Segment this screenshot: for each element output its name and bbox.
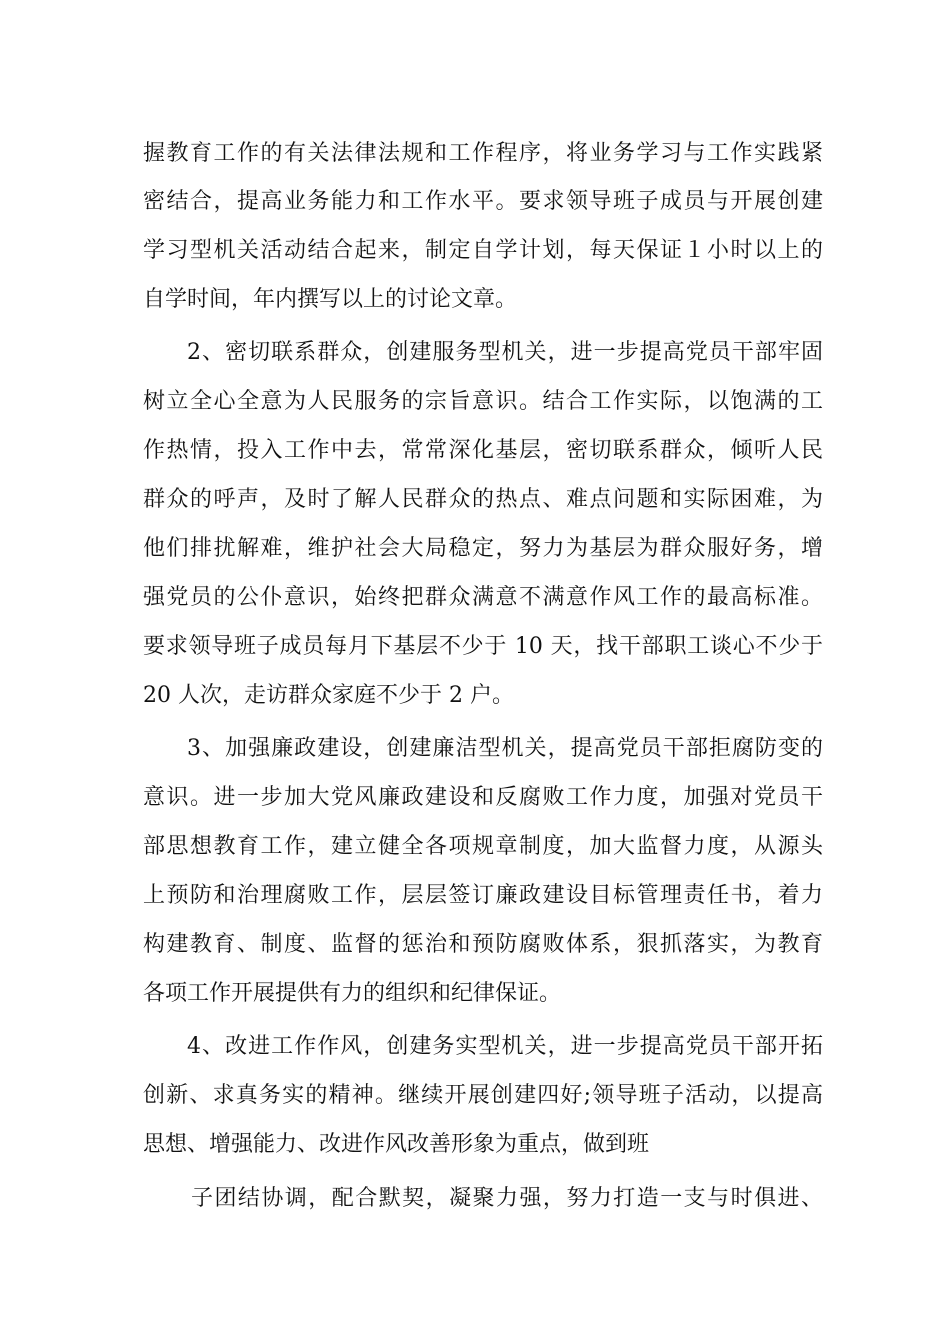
text-line: 密结合，提高业务能力和工作水平。要求领导班子成员与开展创建	[143, 189, 823, 214]
paragraph-start-line: 3、加强廉政建设，创建廉洁型机关，提高党员干部拒腐防变的	[187, 736, 823, 761]
text-line: 各项工作开展提供有力的组织和纪律保证。	[143, 981, 562, 1006]
text-line: 自学时间，年内撰写以上的讨论文章。	[143, 287, 518, 312]
text-line: 他们排扰解难，维护社会大局稳定，努力为基层为群众服好务，增	[143, 536, 823, 561]
paragraph-start-line: 子团结协调，配合默契，凝聚力强，努力打造一支与时俱进、	[191, 1186, 823, 1211]
text-line: 握教育工作的有关法律法规和工作程序，将业务学习与工作实践紧	[143, 141, 823, 166]
text-line: 强党员的公仆意识，始终把群众满意不满意作风工作的最高标准。	[143, 585, 823, 610]
text-line: 构建教育、制度、监督的惩治和预防腐败体系，狠抓落实，为教育	[143, 932, 823, 957]
text-line: 群众的呼声，及时了解人民群众的热点、难点问题和实际困难，为	[143, 487, 823, 512]
text-line: 创新、求真务实的精神。继续开展创建四好;领导班子活动，以提高	[143, 1083, 823, 1108]
text-line: 要求领导班子成员每月下基层不少于 10 天，找干部职工谈心不少于	[143, 634, 823, 659]
text-line: 上预防和治理腐败工作，层层签订廉政建设目标管理责任书，着力	[143, 883, 823, 908]
paragraph-start-line: 2、密切联系群众，创建服务型机关，进一步提高党员干部牢固	[187, 340, 823, 365]
text-line: 学习型机关活动结合起来，制定自学计划，每天保证１小时以上的	[143, 238, 823, 263]
text-line: 意识。进一步加大党风廉政建设和反腐败工作力度，加强对党员干	[143, 785, 823, 810]
paragraph-start-line: 4、改进工作作风，创建务实型机关，进一步提高党员干部开拓	[187, 1034, 823, 1059]
text-line: 作热情，投入工作中去，常常深化基层，密切联系群众，倾听人民	[143, 438, 823, 463]
text-line: 20 人次，走访群众家庭不少于 2 户。	[143, 683, 514, 708]
text-line: 部思想教育工作，建立健全各项规章制度，加大监督力度，从源头	[143, 834, 823, 859]
text-line: 思想、增强能力、改进作风改善形象为重点，做到班	[143, 1132, 650, 1157]
text-line: 树立全心全意为人民服务的宗旨意识。结合工作实际，以饱满的工	[143, 389, 823, 414]
